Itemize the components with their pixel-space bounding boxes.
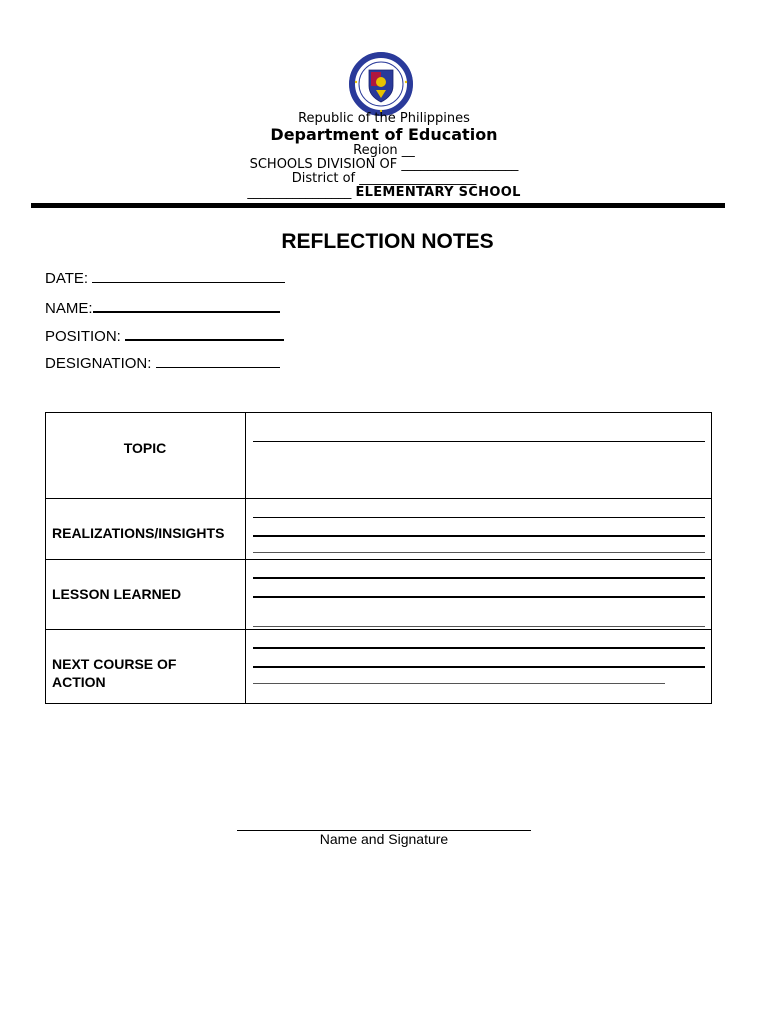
position-blank[interactable] [125, 326, 284, 341]
next-action-write-line[interactable] [253, 683, 665, 684]
designation-blank[interactable] [156, 354, 280, 368]
lesson-write-line[interactable] [253, 626, 705, 627]
topic-write-line[interactable] [253, 441, 705, 442]
school-blank: ________________ [247, 185, 352, 200]
date-label: DATE: [45, 270, 89, 287]
lesson-write-line[interactable] [253, 577, 705, 579]
topic-label: TOPIC [123, 440, 167, 456]
table-row-divider [45, 559, 712, 560]
designation-label: DESIGNATION: [45, 355, 152, 372]
position-field [45, 326, 284, 345]
name-blank[interactable] [93, 298, 280, 313]
date-field [45, 269, 285, 287]
lesson-learned-label: LESSON LEARNED [52, 586, 182, 602]
header-divider [31, 203, 725, 208]
table-row-divider [45, 498, 712, 499]
date-blank[interactable] [92, 269, 285, 283]
next-action-write-line[interactable] [253, 666, 705, 668]
division-line: SCHOOLS DIVISION OF __________________ [249, 157, 519, 172]
lesson-write-line[interactable] [253, 596, 705, 598]
realizations-write-line[interactable] [253, 552, 705, 553]
table-row-divider [45, 629, 712, 630]
realizations-write-line[interactable] [253, 535, 705, 537]
name-field [45, 298, 280, 317]
page-title: REFLECTION NOTES [281, 230, 494, 253]
next-action-label: NEXT COURSE OF ACTION [52, 656, 177, 690]
school-line [0, 185, 768, 200]
designation-field [45, 354, 280, 372]
republic-heading: Republic of the Philippines [298, 111, 470, 126]
table-column-divider [245, 412, 246, 704]
district-line: District of __________________ [291, 171, 477, 186]
realizations-write-line[interactable] [253, 517, 705, 518]
name-label: NAME: [45, 300, 93, 317]
position-label: POSITION: [45, 328, 121, 345]
school-name: ELEMENTARY SCHOOL [355, 185, 521, 200]
realizations-label: REALIZATIONS/INSIGHTS [52, 525, 225, 541]
signature-label: Name and Signature [319, 831, 449, 847]
next-action-write-line[interactable] [253, 647, 705, 649]
department-heading: Department of Education [270, 125, 498, 144]
deped-seal-logo [346, 52, 416, 116]
region-line: Region __ [353, 143, 415, 158]
